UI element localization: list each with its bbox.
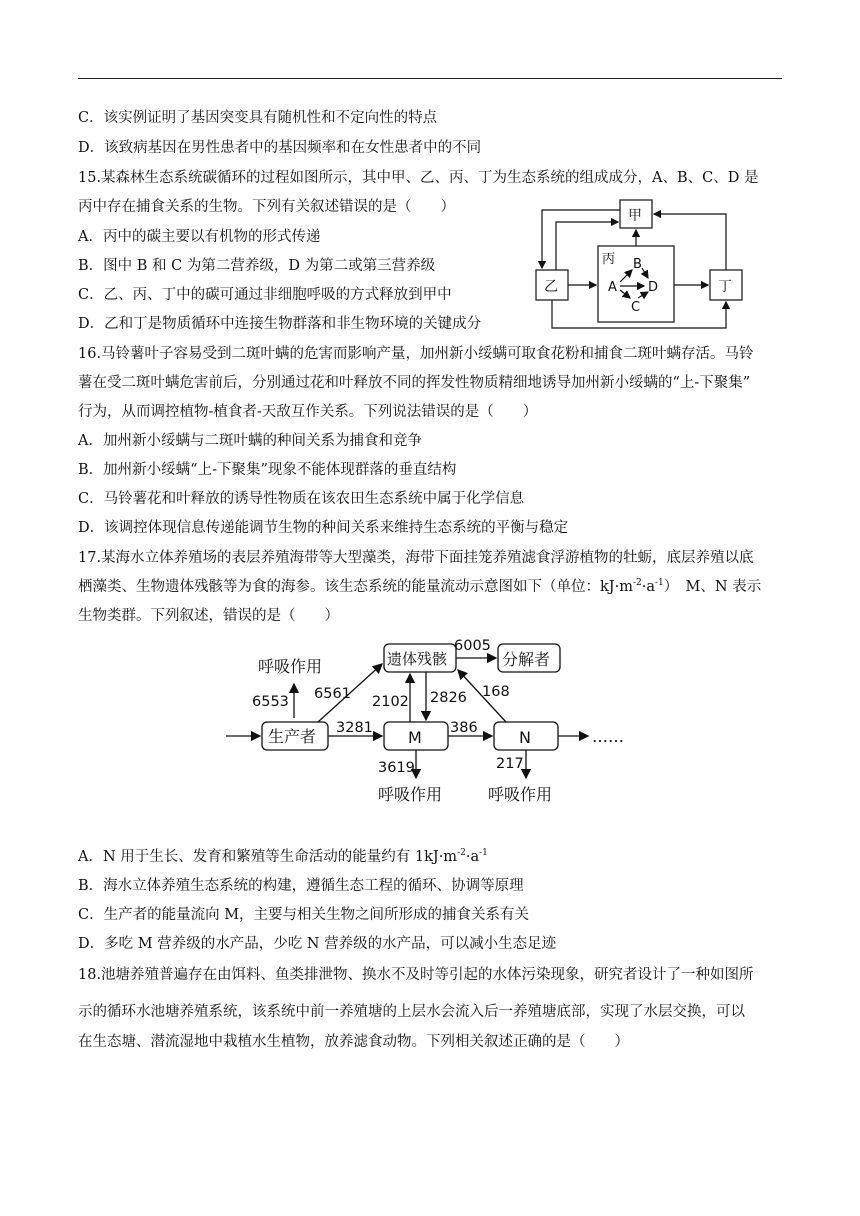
label-decomposer: 分解者 [502, 650, 551, 669]
value-2826: 2826 [430, 690, 467, 706]
q16-stem-line3: 行为，从而调控植物-植食者-天敌互作关系。下列说法错误的是（ ） [78, 404, 538, 420]
node-b: B [633, 257, 642, 272]
q17-option-b: B．海水立体养殖生态系统的构建，遵循生态工程的循环、协调等原理 [78, 878, 524, 894]
carbon-cycle-diagram [532, 196, 754, 332]
q17-option-a-sup-m2: -2 [457, 848, 466, 859]
q17-option-d: D．多吃 M 营养级的水产品，少吃 N 营养级的水产品，可以减小生态足迹 [78, 936, 557, 952]
value-168: 168 [482, 684, 510, 700]
label-m: M [408, 728, 422, 747]
label-yi: 乙 [544, 279, 558, 295]
q16-option-a: A．加州新小绥螨与二斑叶螨的种间关系为捕食和竞争 [78, 433, 422, 449]
label-jia: 甲 [628, 208, 642, 224]
q15-stem-line1: 15.某森林生态系统碳循环的过程如图所示，其中甲、乙、丙、丁为生态系统的组成成分，A、B、C、D 是 [78, 170, 759, 186]
q17-option-a-text: A．N 用于生长、发育和繁殖等生命活动的能量约有 1kJ·m [78, 849, 458, 865]
q18-stem-line1: 18.池塘养殖普遍存在由饵料、鱼类排泄物、换水不及时等引起的水体污染现象，研究者设计了一种如图所 [78, 967, 754, 983]
label-respiration-m: 呼吸作用 [378, 785, 443, 804]
q17-stem-line2-a: 栖藻类、生物遗体残骸等为食的海参。该生态系统的能量流动示意图如下（单位：kJ·m [78, 579, 633, 595]
q16-option-c: C．马铃薯花和叶释放的诱导性物质在该农田生态系统中属于化学信息 [78, 491, 525, 507]
label-bing: 丙 [602, 252, 616, 267]
sup-m2: -2 [632, 578, 642, 589]
q17-stem-line2-c: ） M、N 表示 [663, 579, 762, 595]
label-ellipsis: …… [592, 727, 624, 746]
value-386: 386 [450, 720, 478, 736]
label-respiration-n: 呼吸作用 [488, 785, 553, 804]
q17-option-c: C．生产者的能量流向 M，主要与相关生物之间所形成的捕食关系有关 [78, 907, 530, 923]
q15-option-a: A．丙中的碳主要以有机物的形式传递 [78, 229, 321, 245]
q17-option-a [78, 848, 488, 866]
q14-option-c: C．该实例证明了基因突变具有随机性和不定向性的特点 [78, 110, 438, 126]
q14-option-d: D．该致病基因在男性患者中的基因频率和在女性患者中的不同 [78, 140, 482, 156]
q17-option-a-sup-a1: -1 [479, 848, 488, 859]
q16-stem-line2: 薯在受二斑叶螨危害前后，分别通过花和叶释放不同的挥发性物质精细地诱导加州新小绥螨的“上-下聚集” [78, 375, 751, 391]
q17-stem-line2 [78, 578, 761, 596]
energy-flow-diagram [222, 630, 642, 810]
q16-option-b: B．加州新小绥螨“上-下聚集”现象不能体现群落的垂直结构 [78, 462, 457, 478]
q15-option-c: C．乙、丙、丁中的碳可通过非细胞呼吸的方式释放到甲中 [78, 287, 452, 303]
q16-option-d: D．该调控体现信息传递能调节生物的种间关系来维持生态系统的平衡与稳定 [78, 520, 569, 536]
value-2102: 2102 [372, 694, 409, 710]
value-3619: 3619 [378, 760, 415, 776]
node-a: A [608, 280, 617, 295]
label-producer: 生产者 [268, 727, 317, 746]
value-6005: 6005 [454, 638, 491, 654]
label-n: N [519, 728, 531, 747]
value-3281: 3281 [336, 720, 373, 736]
sup-a1: -1 [655, 578, 664, 589]
value-217: 217 [496, 756, 524, 772]
label-ding: 丁 [718, 279, 732, 295]
label-respiration-producer: 呼吸作用 [258, 657, 323, 676]
q15-option-d: D．乙和丁是物质循环中连接生物群落和非生物环境的关键成分 [78, 316, 482, 332]
value-6561: 6561 [314, 686, 351, 702]
q17-stem-line2-b: ·a [641, 579, 656, 595]
node-c: C [631, 300, 641, 315]
q16-stem-line1: 16.马铃薯叶子容易受到二斑叶螨的危害而影响产量，加州新小绥螨可取食花粉和捕食二斑叶螨存活。马铃 [78, 346, 754, 362]
header-rule [78, 78, 782, 79]
q18-stem-line2: 示的循环水池塘养殖系统，该系统中前一养殖塘的上层水会流入后一养殖塘底部，实现了水层交换，可以 [78, 1004, 745, 1020]
value-6553: 6553 [252, 694, 289, 710]
q17-option-a-unit: ·a [465, 849, 480, 865]
q17-stem-line1: 17.某海水立体养殖场的表层养殖海带等大型藻类，海带下面挂笼养殖滤食浮游植物的牡蛎，底层养殖以底 [78, 550, 754, 566]
q15-option-b: B．图中 B 和 C 为第二营养级，D 为第二或第三营养级 [78, 258, 436, 274]
q17-stem-line3: 生物类群。下列叙述，错误的是（ ） [78, 608, 339, 624]
q15-stem-line2: 丙中存在捕食关系的生物。下列有关叙述错误的是（ ） [78, 199, 455, 215]
node-d: D [648, 280, 659, 295]
q18-stem-line3: 在生态塘、潜流湿地中栽植水生植物，放养滤食动物。下列相关叙述正确的是（ ） [78, 1034, 629, 1050]
label-remains: 遗体残骸 [387, 650, 448, 668]
